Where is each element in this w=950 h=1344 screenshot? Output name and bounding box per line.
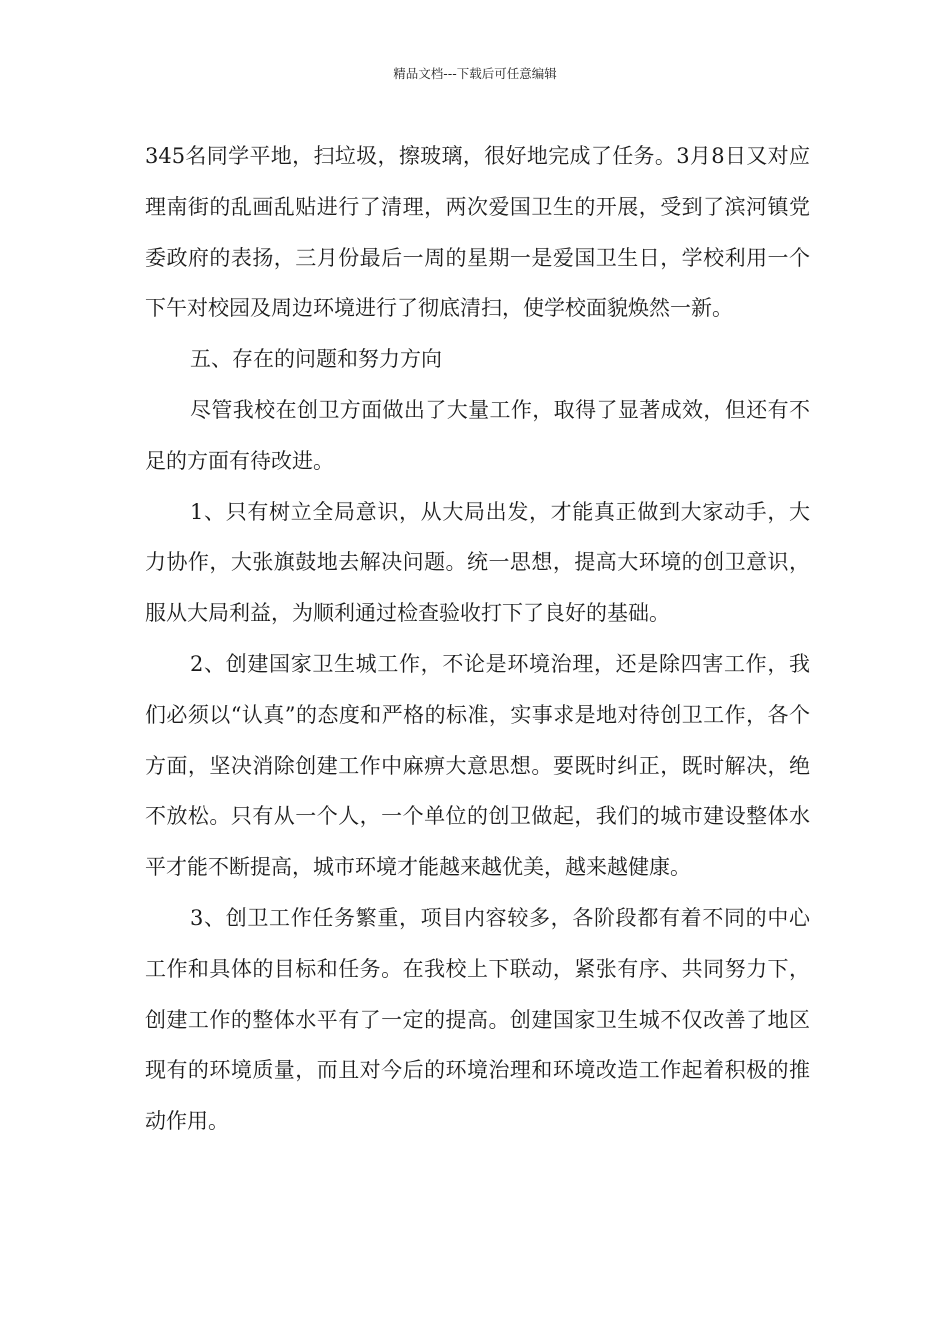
paragraph-continuation: 345名同学平地，扫垃圾，擦玻璃，很好地完成了任务。3月8日又对应理南街的乱画乱贴进行了清理，两次爱国卫生的开展，受到了滨河镇党委政府的表扬，三月份最后一周的星期一是爱国卫生日，学校利用一个下午对校园及周边环境进行了彻底清扫，使学校面貌焕然一新。: [145, 144, 810, 321]
document-body: [145, 131, 810, 1147]
page-header: 精品文档---下载后可任意编辑: [393, 66, 557, 81]
paragraph-item-3: 3、创卫工作任务繁重，项目内容较多，各阶段都有着不同的中心工作和具体的目标和任务。在我校上下联动，紧张有序、共同努力下，创建工作的整体水平有了一定的提高。创建国家卫生城不仅改善了地区现有的环境质量，而且对今后的环境治理和环境改造工作起着积极的推动作用。: [145, 905, 810, 1134]
section-heading: 五、存在的问题和努力方向: [190, 347, 442, 372]
paragraph-intro: 尽管我校在创卫方面做出了大量工作，取得了显著成效，但还有不足的方面有待改进。: [145, 397, 810, 473]
paragraph-item-1: 1、只有树立全局意识，从大局出发，才能真正做到大家动手，大力协作，大张旗鼓地去解决问题。统一思想，提高大环境的创卫意识，服从大局利益，为顺利通过检查验收打下了良好的基础。: [145, 499, 810, 626]
paragraph-item-2: 2、创建国家卫生城工作，不论是环境治理，还是除四害工作，我们必须以“认真”的态度和严格的标准，实事求是地对待创卫工作，各个方面，坚决消除创建工作中麻痹大意思想。要既时纠正，既时解决，绝不放松。只有从一个人，一个单位的创卫做起，我们的城市建设整体水平才能不断提高，城市环境才能越来越优美，越来越健康。: [145, 651, 810, 880]
